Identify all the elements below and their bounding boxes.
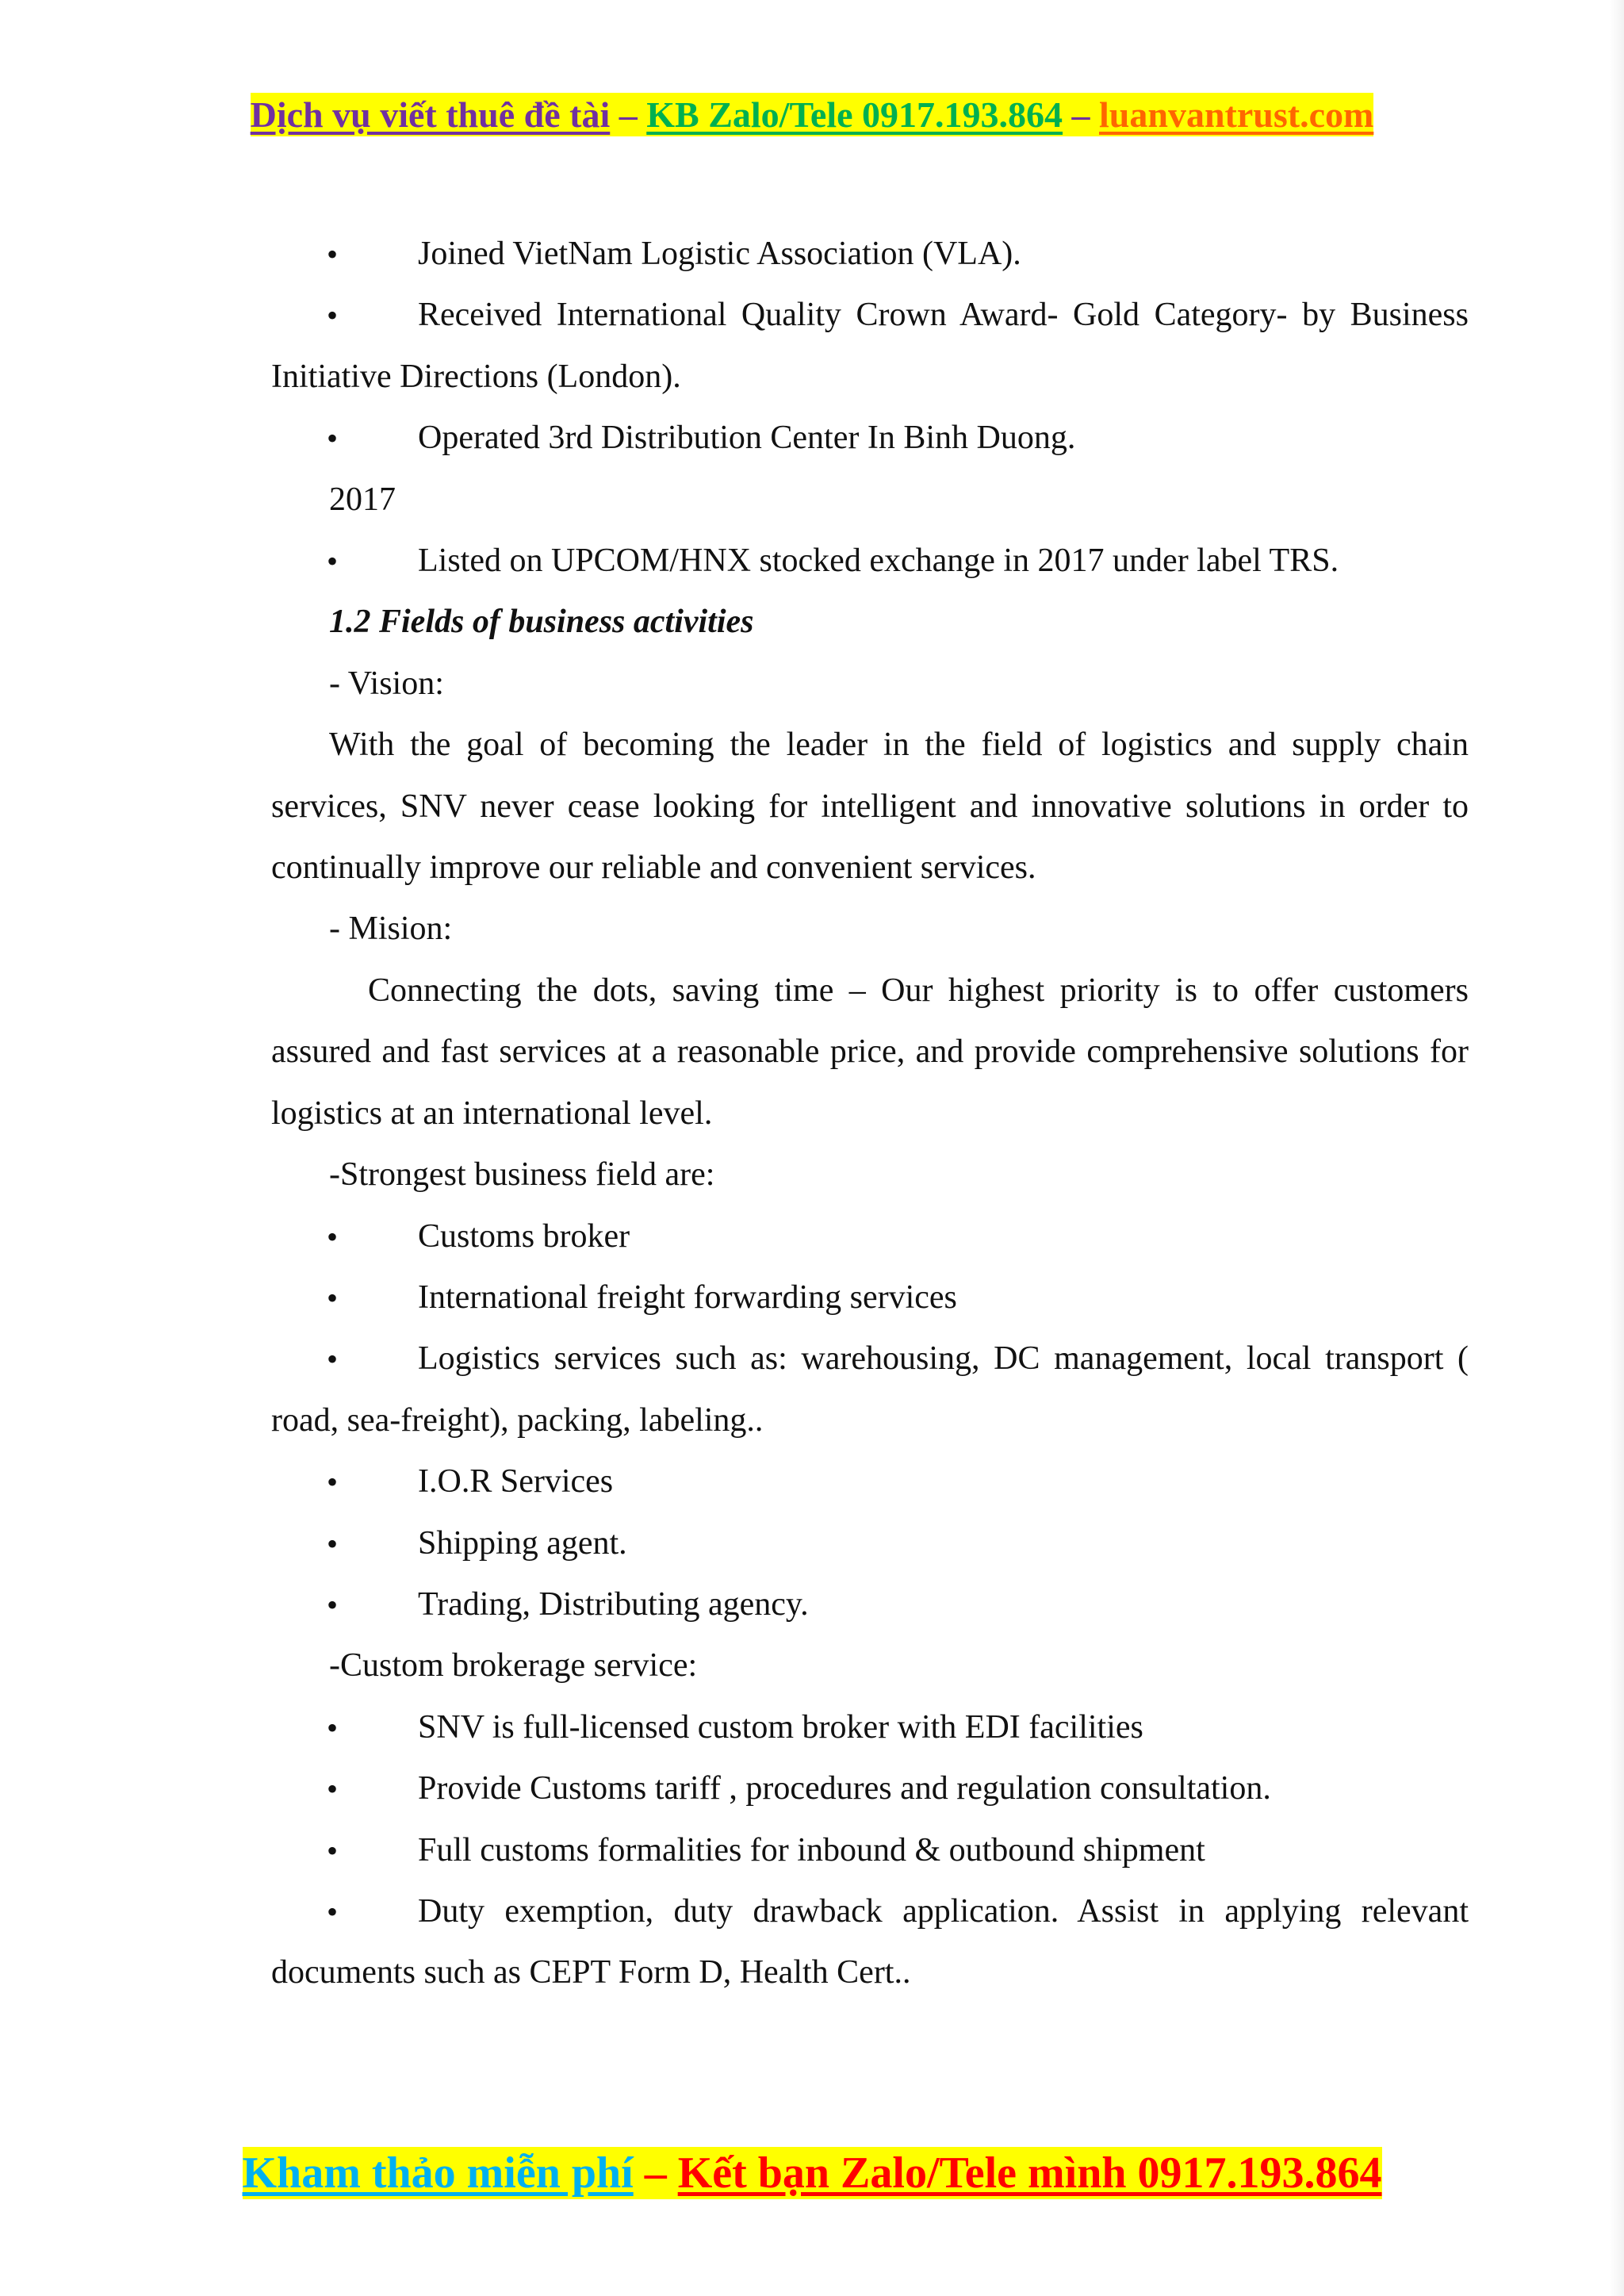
page-edge-shadow xyxy=(1610,0,1624,2296)
bullet-distribution-center: • Operated 3rd Distribution Center In Binh Duong. xyxy=(271,408,1469,469)
footer-free-consult-link[interactable]: Kham thảo miễn phí xyxy=(242,2148,634,2198)
header-contact-link[interactable]: KB Zalo/Tele 0917.193.864 xyxy=(646,94,1063,135)
header-service-link[interactable]: Dịch vụ viết thuê đề tài xyxy=(250,94,611,135)
footer-separator: – xyxy=(633,2148,678,2198)
mission-label: - Mision: xyxy=(329,910,453,948)
header-separator-2: – xyxy=(1063,94,1100,135)
year-label: 2017 xyxy=(329,481,396,518)
document-body xyxy=(271,224,1469,2004)
header-banner xyxy=(0,94,1624,136)
list-item: • Duty exemption, duty drawback application. Assist in applying relevant documents such as CEPT Form D, Health Cert.. xyxy=(271,1881,1469,2004)
header-website-link[interactable]: luanvantrust.com xyxy=(1099,94,1374,135)
list-item: • I.O.R Services xyxy=(271,1451,1469,1512)
custom-brokerage-label: -Custom brokerage service: xyxy=(329,1647,698,1685)
list-item: • SNV is full-licensed custom broker with EDI facilities xyxy=(271,1697,1469,1758)
list-item: • International freight forwarding services xyxy=(271,1267,1469,1328)
bullet-award: • Received International Quality Crown Award- Gold Category- by Business Initiative Directions (London). xyxy=(271,285,1469,408)
list-item: • Shipping agent. xyxy=(271,1513,1469,1574)
strongest-label: -Strongest business field are: xyxy=(329,1156,715,1194)
list-item: • Trading, Distributing agency. xyxy=(271,1574,1469,1635)
footer-banner xyxy=(0,2148,1624,2198)
vision-label: - Vision: xyxy=(329,665,444,702)
mission-paragraph: Connecting the dots, saving time – Our highest priority is to offer customers assured and fast services at a reasonable price, and provide comprehensive solutions for logistics at an international level. xyxy=(271,972,1469,1132)
list-item: • Provide Customs tariff , procedures and regulation consultation. xyxy=(271,1758,1469,1819)
list-item: • Customs broker xyxy=(271,1206,1469,1267)
vision-paragraph: With the goal of becoming the leader in the field of logistics and supply chain services, SNV never cease looking for intelligent and innovative solutions in order to continually improve our reliable and convenient services. xyxy=(271,726,1469,887)
section-heading: 1.2 Fields of business activities xyxy=(329,604,754,641)
bullet-upcom: • Listed on UPCOM/HNX stocked exchange in 2017 under label TRS. xyxy=(271,531,1469,592)
footer-contact-link[interactable]: Kết bạn Zalo/Tele mình 0917.193.864 xyxy=(677,2148,1382,2198)
bullet-vla: • Joined VietNam Logistic Association (VLA). xyxy=(271,224,1469,285)
list-item: • Full customs formalities for inbound & outbound shipment xyxy=(271,1820,1469,1881)
list-item: • Logistics services such as: warehousing, DC management, local transport ( road, sea-freight), packing, labeling.. xyxy=(271,1328,1469,1451)
header-separator-1: – xyxy=(610,94,647,135)
